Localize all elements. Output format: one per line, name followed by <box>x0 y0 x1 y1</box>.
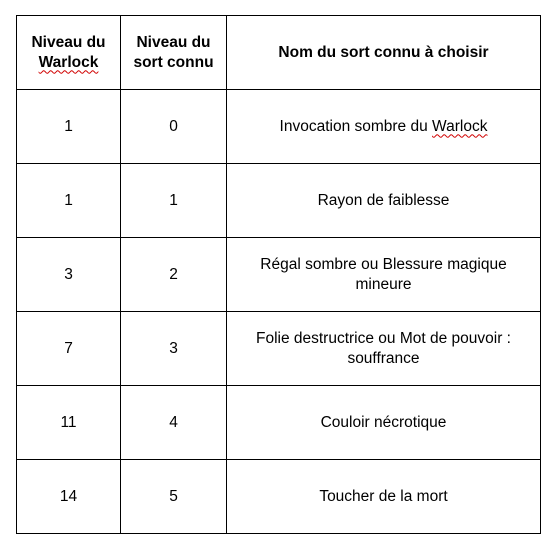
cell-warlock-level: 3 <box>17 238 121 312</box>
header-warlock-level-line1: Niveau du <box>31 33 106 51</box>
cell-spell-level: 5 <box>121 460 227 534</box>
table-row <box>17 312 541 386</box>
cell-spell-name: Toucher de la mort <box>227 460 541 534</box>
warlock-spells-table <box>16 15 541 534</box>
cell-warlock-level: 11 <box>17 386 121 460</box>
cell-spell-level: 4 <box>121 386 227 460</box>
table-row <box>17 386 541 460</box>
header-spell-level: Niveau du sort connu <box>121 16 227 90</box>
cell-warlock-level: 1 <box>17 164 121 238</box>
cell-warlock-level: 7 <box>17 312 121 386</box>
spell-name-flagged-word: Warlock <box>432 117 488 135</box>
table-row <box>17 164 541 238</box>
header-spell-name: Nom du sort connu à choisir <box>227 16 541 90</box>
cell-spell-level: 3 <box>121 312 227 386</box>
cell-spell-name: Rayon de faiblesse <box>227 164 541 238</box>
table-row <box>17 90 541 164</box>
cell-spell-name: Couloir nécrotique <box>227 386 541 460</box>
cell-spell-name: Folie destructrice ou Mot de pouvoir : souffrance <box>227 312 541 386</box>
cell-spell-name: Régal sombre ou Blessure magique mineure <box>227 238 541 312</box>
cell-spell-level: 0 <box>121 90 227 164</box>
header-warlock-level-line2: Warlock <box>38 53 99 71</box>
cell-spell-level: 1 <box>121 164 227 238</box>
table-header-row <box>17 16 541 90</box>
table-row <box>17 238 541 312</box>
cell-spell-name <box>227 90 541 164</box>
cell-warlock-level: 14 <box>17 460 121 534</box>
spell-name-prefix: Invocation sombre du <box>279 117 433 135</box>
table-row <box>17 460 541 534</box>
header-warlock-level <box>17 16 121 90</box>
cell-spell-level: 2 <box>121 238 227 312</box>
cell-warlock-level: 1 <box>17 90 121 164</box>
